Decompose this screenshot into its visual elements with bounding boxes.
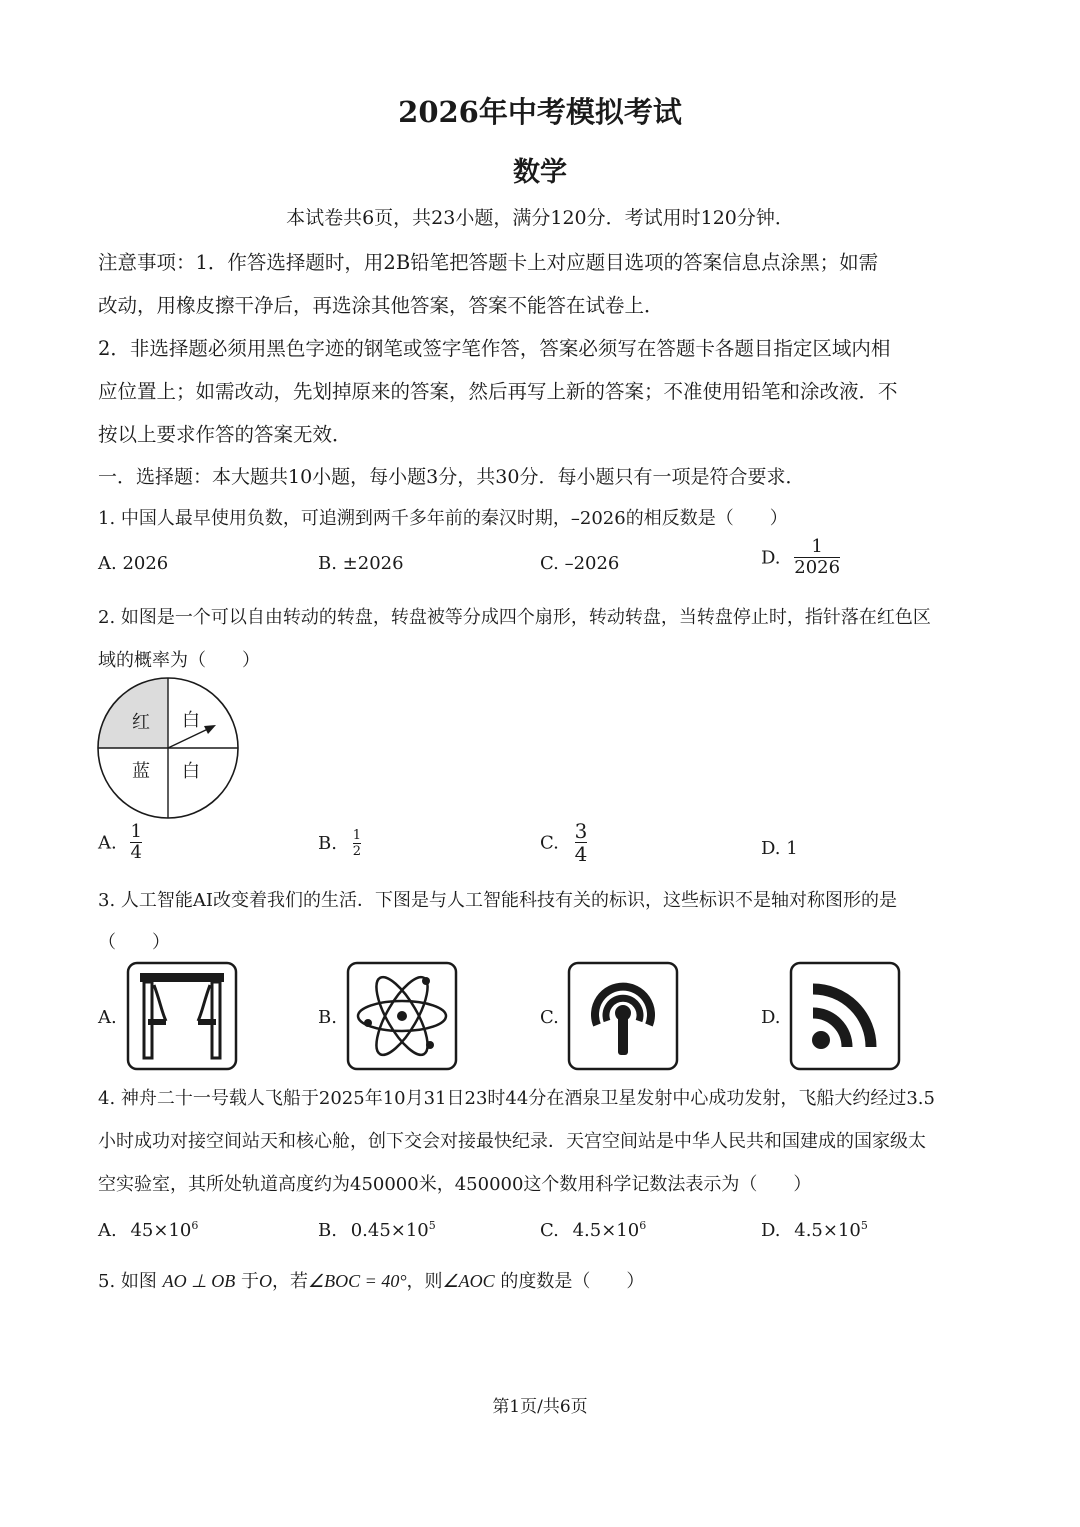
q4-option-c-label: C.	[540, 1220, 559, 1241]
sector-label-red: 红	[132, 712, 150, 733]
q3-option-b-label: B.	[318, 1007, 337, 1028]
q4-option-c-exponent: 6	[639, 1219, 647, 1232]
exam-intro: 本试卷共6页，共23小题，满分120分．考试用时120分钟．	[286, 207, 794, 229]
q5-text-3: ，则	[406, 1271, 443, 1292]
q2-option-a-label: A.	[98, 832, 117, 854]
q1-d-denominator: 2026	[794, 556, 841, 578]
q1-option-c: C. –2026	[540, 553, 620, 574]
q4-option-c	[540, 1219, 646, 1241]
q2-b-numerator: 1	[352, 828, 361, 843]
q2-a-denominator: 4	[130, 841, 142, 863]
q1-option-a: A. 2026	[98, 553, 169, 574]
q3-option-a-label: A.	[98, 1007, 117, 1028]
atom-icon	[346, 961, 458, 1071]
q5-prefix: 5. 如图	[98, 1271, 163, 1292]
subject-title: 数学	[513, 157, 567, 188]
q5-stem	[98, 1267, 644, 1293]
q4-option-a	[98, 1219, 198, 1241]
q4-option-d-base: 4.5×10	[794, 1220, 861, 1241]
rss-feed-icon	[789, 961, 901, 1071]
q4-option-a-exponent: 6	[191, 1219, 199, 1232]
q5-math-perpendicular: AO ⊥ OB	[162, 1271, 236, 1291]
q4-option-d	[761, 1219, 868, 1241]
spinner-pointer	[168, 728, 210, 748]
q2-option-a	[98, 823, 142, 863]
table-curtain-icon	[126, 961, 238, 1071]
notes-line-1: 注意事项：1．作答选择题时，用2B铅笔把答题卡上对应题目选项的答案信息点涂黑；如需	[98, 251, 879, 274]
q2-c-denominator: 4	[574, 842, 588, 866]
q5-math-angle-aoc: ∠AOC	[442, 1271, 495, 1291]
q4-stem-line-1: 4. 神舟二十一号载人飞船于2025年10月31日23时44分在酒泉卫星发射中心成功发射，飞船大约经过3.5	[98, 1088, 935, 1109]
q2-stem-line-2: 域的概率为（ ）	[98, 650, 260, 671]
exam-title: 2026年中考模拟考试	[398, 95, 682, 129]
q4-option-d-exponent: 5	[860, 1219, 868, 1232]
q2-stem-line-1: 2. 如图是一个可以自由转动的转盘，转盘被等分成四个扇形，转动转盘，当转盘停止时，指针落在红色区	[98, 607, 931, 628]
q4-option-b	[318, 1219, 436, 1241]
q2-option-c	[540, 821, 587, 865]
broadcast-signal-icon	[567, 961, 679, 1071]
q1-stem: 1. 中国人最早使用负数，可追溯到两千多年前的秦汉时期，–2026的相反数是（ ）	[98, 508, 788, 529]
sector-label-white-top: 白	[182, 710, 200, 731]
sector-label-blue: 蓝	[132, 761, 150, 782]
q2-option-b	[318, 829, 361, 858]
notes-line-2: 改动，用橡皮擦干净后，再选涂其他答案，答案不能答在试卷上．	[98, 294, 664, 317]
q4-option-a-base: 45×10	[130, 1220, 192, 1241]
q2-option-d: D. 1	[761, 838, 798, 859]
notes-line-5: 按以上要求作答的答案无效．	[98, 423, 352, 446]
q2-option-b-label: B.	[318, 833, 337, 855]
q4-option-b-exponent: 5	[428, 1219, 436, 1232]
spinner-figure	[96, 676, 240, 820]
q2-option-c-label: C.	[540, 832, 559, 854]
q3-option-d-label: D.	[761, 1007, 781, 1028]
q1-d-numerator: 1	[811, 536, 823, 557]
q2-b-denominator: 2	[352, 843, 361, 859]
notes-line-3: 2．非选择题必须用黑色字迹的钢笔或签字笔作答，答案必须写在答题卡各题目指定区域内相	[98, 337, 891, 360]
q5-text-1: 于	[235, 1271, 260, 1292]
notes-line-4: 应位置上；如需改动，先划掉原来的答案，然后再写上新的答案；不准使用铅笔和涂改液．不	[98, 380, 898, 403]
page-footer: 第1页/共6页	[492, 1397, 588, 1417]
q2-option-a-fraction	[130, 823, 141, 863]
q1-option-d-label: D.	[761, 547, 781, 569]
q1-option-d	[761, 538, 840, 578]
q1-option-b: B. ±2026	[318, 553, 404, 574]
sector-label-white-bottom: 白	[182, 761, 200, 782]
pointer-arrowhead-icon	[204, 725, 216, 734]
q4-stem-line-2: 小时成功对接空间站天和核心舱，创下交会对接最快纪录．天宫空间站是中华人民共和国建成的国家级太	[98, 1131, 926, 1152]
q3-option-c-label: C.	[540, 1007, 559, 1028]
q4-option-b-base: 0.45×10	[350, 1220, 429, 1241]
q5-math-angle-boc: ∠BOC = 40°	[308, 1271, 407, 1291]
q5-text-2: ，若	[272, 1271, 309, 1292]
q2-option-c-fraction	[575, 821, 588, 865]
q4-option-a-label: A.	[98, 1220, 117, 1241]
q2-a-numerator: 1	[130, 821, 142, 842]
q2-c-numerator: 3	[574, 819, 588, 843]
q4-stem-line-3: 空实验室，其所处轨道高度约为450000米，450000这个数用科学记数法表示为（ ）	[98, 1174, 812, 1195]
q1-option-d-fraction	[794, 538, 840, 578]
q5-suffix: 的度数是（ ）	[494, 1271, 645, 1292]
q2-option-b-fraction	[353, 829, 361, 858]
q3-stem-line-1: 3. 人工智能AI改变着我们的生活．下图是与人工智能科技有关的标识，这些标识不是轴对称图形的是	[98, 890, 898, 911]
q3-stem-line-2: （ ）	[98, 932, 170, 953]
q4-option-c-base: 4.5×10	[572, 1220, 640, 1241]
q5-math-point: O	[259, 1271, 273, 1291]
q4-option-d-label: D.	[761, 1220, 781, 1241]
q4-option-b-label: B.	[318, 1220, 337, 1241]
section-heading: 一．选择题：本大题共10小题，每小题3分，共30分．每小题只有一项是符合要求．	[98, 466, 805, 488]
